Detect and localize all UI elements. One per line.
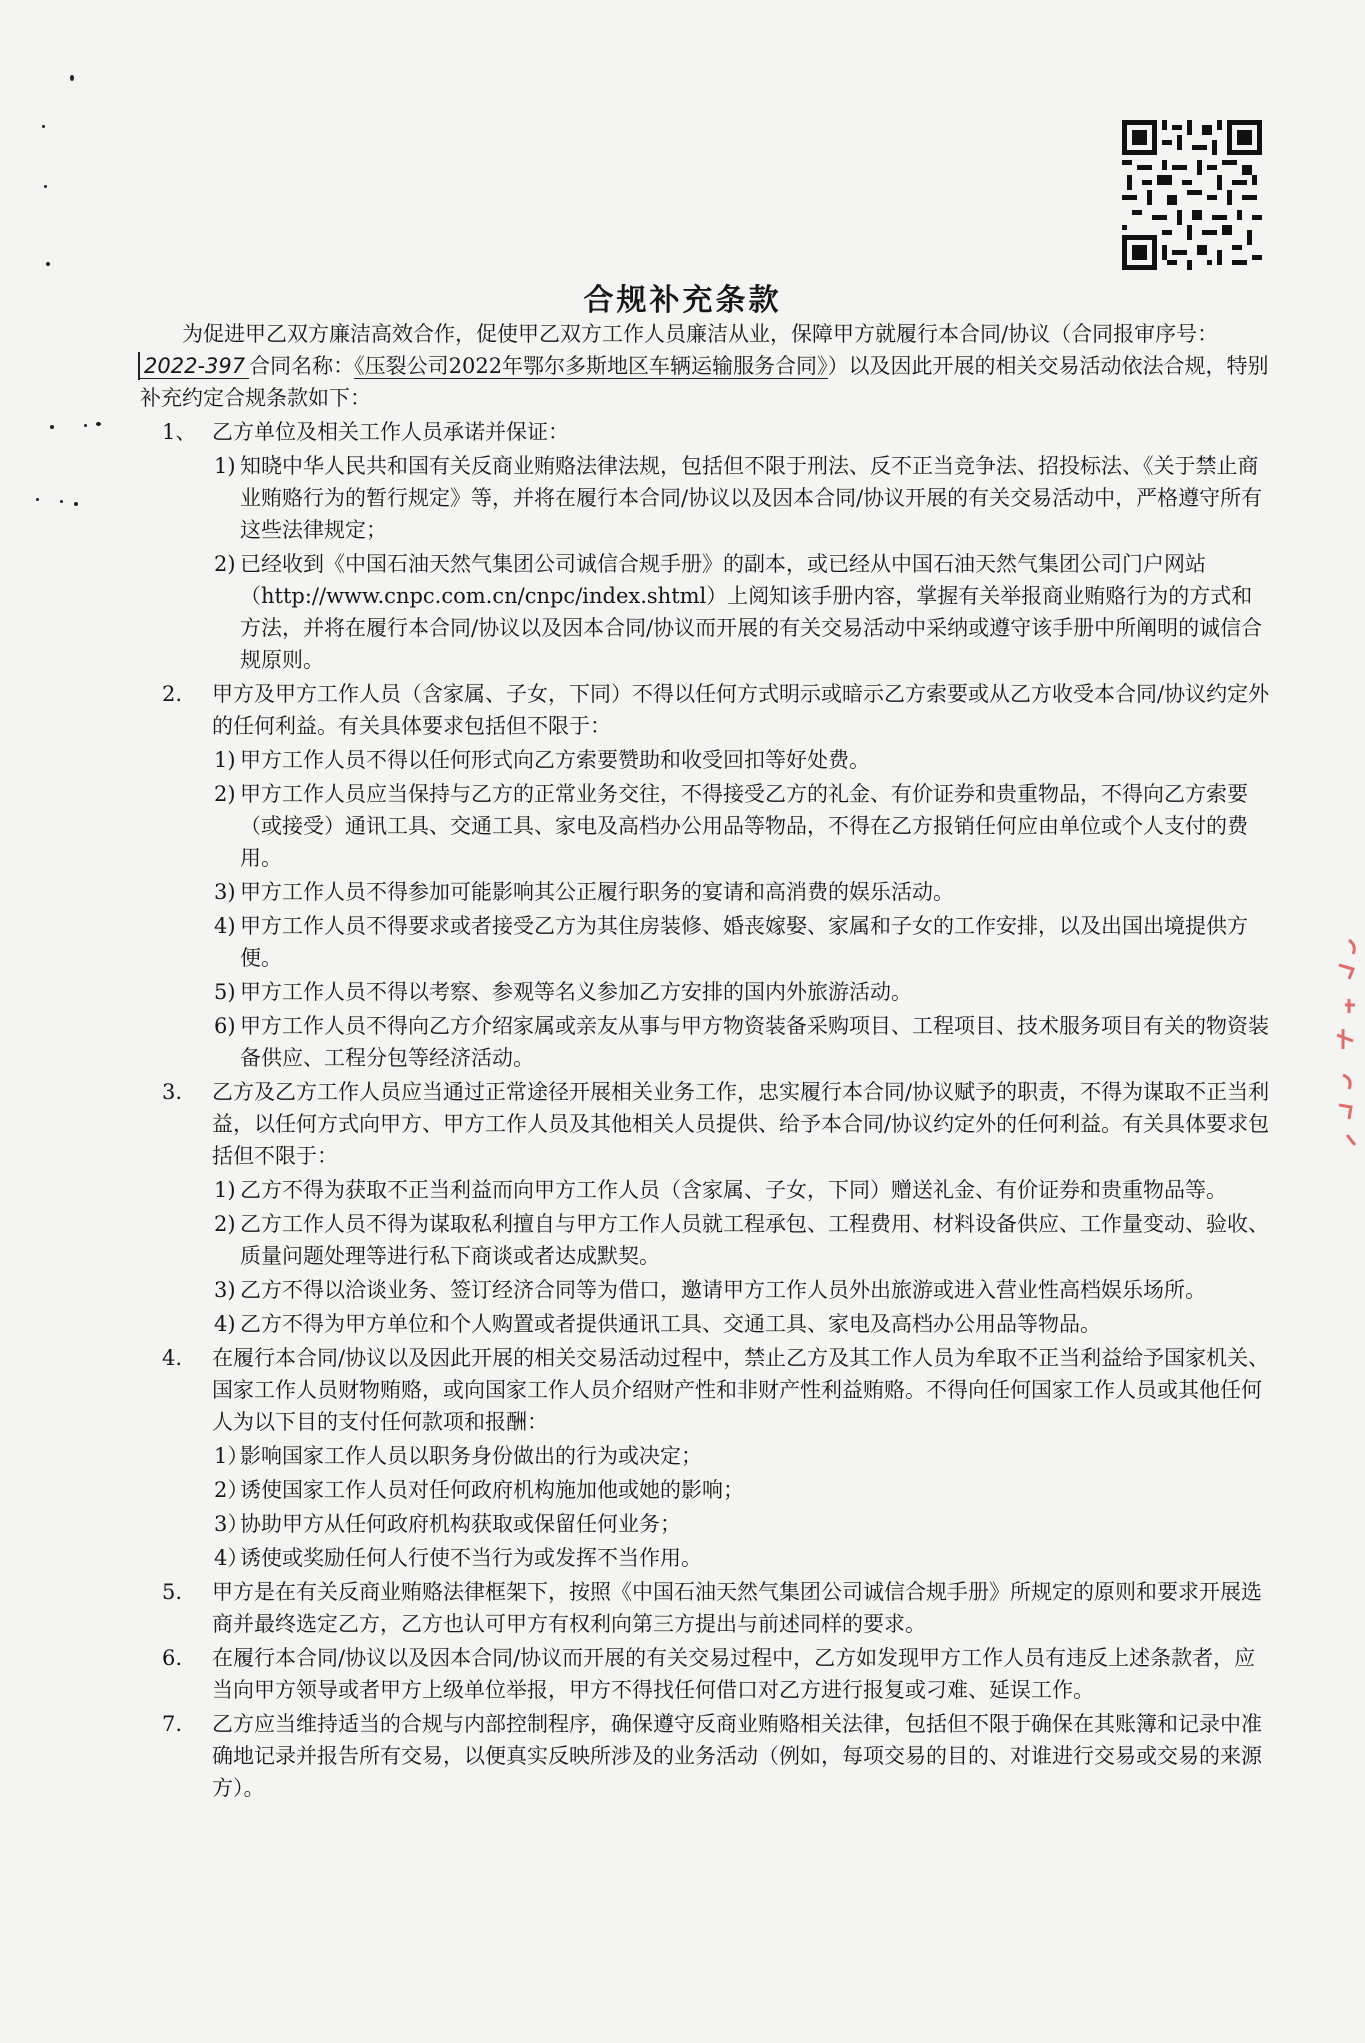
sub-item: [140, 1542, 1270, 1574]
sub-number: 1): [214, 748, 236, 772]
scan-speck: [96, 422, 101, 426]
sub-text: 甲方工作人员不得参加可能影响其公正履行职务的宴请和高消费的娱乐活动。: [240, 880, 954, 904]
clause-text: 在履行本合同/协议以及因此开展的相关交易活动过程中，禁止乙方及其工作人员为牟取不正当利益给予国家机关、国家工作人员财物贿赂，或向国家工作人员介绍财产性和非财产性利益贿赂。不得向任何国家工作人员或其他任何人为以下目的支付任何款项和报酬：: [212, 1346, 1270, 1434]
sub-number: 3): [214, 880, 236, 904]
sub-number: 4): [214, 1312, 236, 1336]
sub-item: [140, 876, 1270, 908]
clause-text: 乙方及乙方工作人员应当通过正常途径开展相关业务工作，忠实履行本合同/协议赋予的职责，不得为谋取不正当利益，以任何方式向甲方、甲方工作人员及其他相关人员提供、给予本合同/协议约定外的任何利益。有关具体要求包括但不限于：: [212, 1080, 1270, 1168]
document-title: 合规补充条款: [583, 283, 782, 318]
intro-paragraph: [140, 318, 1270, 414]
sub-text: 甲方工作人员不得要求或者接受乙方为其住房装修、婚丧嫁娶、家属和子女的工作安排，以及出国出境提供方便。: [240, 914, 1248, 970]
sub-text: 甲方工作人员不得以任何形式向乙方索要赞助和收受回扣等好处费。: [240, 748, 870, 772]
clause-number: 2.: [162, 682, 183, 706]
sub-item: [140, 744, 1270, 776]
sub-item: [140, 450, 1270, 546]
scan-speck: [46, 262, 50, 266]
sub-text: 诱使国家工作人员对任何政府机构施加他或她的影响；: [240, 1478, 744, 1502]
red-seal-fragment: [1319, 935, 1365, 1165]
qr-code: [1122, 120, 1262, 270]
sub-item: [140, 1440, 1270, 1472]
intro-text: 为促进甲乙双方廉洁高效合作，促使甲乙双方工作人员廉洁从业，保障甲方就履行本合同/协议（合同报审序号：: [182, 322, 1219, 346]
sub-text: 甲方工作人员不得向乙方介绍家属或亲友从事与甲方物资装备采购项目、工程项目、技术服务项目有关的物资装备供应、工程分包等经济活动。: [240, 1014, 1269, 1070]
sub-text: 甲方工作人员不得以考察、参观等名义参加乙方安排的国内外旅游活动。: [240, 980, 912, 1004]
document-body: [140, 318, 1270, 1806]
clause-text: 甲方及甲方工作人员（含家属、子女，下同）不得以任何方式明示或暗示乙方索要或从乙方收受本合同/协议约定外的任何利益。有关具体要求包括但不限于：: [212, 682, 1270, 738]
sub-item: [140, 1174, 1270, 1206]
sub-number: 4): [214, 914, 236, 938]
scan-speck: [74, 502, 78, 506]
sub-item: [140, 1308, 1270, 1340]
sub-number: 2): [214, 782, 236, 806]
intro-tail: ）以及因此开展的相关交易活动依法合规，特别补充约定合规条款如下：: [140, 354, 1269, 410]
sub-item: [140, 1208, 1270, 1272]
sub-number: 1): [214, 1178, 236, 1202]
clause-text: 在履行本合同/协议以及因本合同/协议而开展的有关交易过程中，乙方如发现甲方工作人员有违反上述条款者，应当向甲方领导或者甲方上级单位举报，甲方不得找任何借口对乙方进行报复或刁难、延误工作。: [212, 1646, 1256, 1702]
sub-item: [140, 548, 1270, 676]
clause-7: [140, 1708, 1270, 1804]
clause-5: [140, 1576, 1270, 1640]
sub-text: 乙方工作人员不得为谋取私利擅自与甲方工作人员就工程承包、工程费用、材料设备供应、工作量变动、验收、质量问题处理等进行私下商谈或者达成默契。: [240, 1212, 1269, 1268]
scan-speck: [42, 125, 45, 128]
scan-speck: [70, 75, 74, 81]
clause-number: 4.: [162, 1346, 183, 1370]
sub-number: 3）: [214, 1512, 249, 1536]
sub-text: 诱使或奖励任何人行使不当行为或发挥不当作用。: [240, 1546, 702, 1570]
clause-4: [140, 1342, 1270, 1438]
clause-number: 6.: [162, 1646, 183, 1670]
sub-number: 5): [214, 980, 236, 1004]
handwritten-serial: 2022-397: [140, 354, 249, 379]
clause-text: 甲方是在有关反商业贿赂法律框架下，按照《中国石油天然气集团公司诚信合规手册》所规定的原则和要求开展选商并最终选定乙方，乙方也认可甲方有权利向第三方提出与前述同样的要求。: [212, 1580, 1262, 1636]
sub-item: [140, 1010, 1270, 1074]
sub-number: 6): [214, 1014, 236, 1038]
clause-number: 3.: [162, 1080, 183, 1104]
sub-number: 2）: [214, 1478, 249, 1502]
sub-item: [140, 1274, 1270, 1306]
sub-item: [140, 976, 1270, 1008]
clause-3: [140, 1076, 1270, 1172]
clause-number: 7.: [162, 1712, 183, 1736]
sub-item: [140, 778, 1270, 874]
clause-text: 乙方单位及相关工作人员承诺并保证：: [212, 420, 569, 444]
scan-speck: [44, 185, 47, 188]
sub-text: 乙方不得为获取不正当利益而向甲方工作人员（含家属、子女，下同）赠送礼金、有价证券和贵重物品等。: [240, 1178, 1227, 1202]
scan-speck: [36, 498, 39, 501]
clause-6: [140, 1642, 1270, 1706]
clause-number: 5.: [162, 1580, 183, 1604]
scan-speck: [84, 424, 87, 427]
sub-number: 2): [214, 1212, 236, 1236]
sub-text: 甲方工作人员应当保持与乙方的正常业务交往，不得接受乙方的礼金、有价证券和贵重物品，不得向乙方索要（或接受）通讯工具、交通工具、家电及高档办公用品等物品，不得在乙方报销任何应由单位或个人支付的费用。: [240, 782, 1248, 870]
sub-text: 乙方不得以洽谈业务、签订经济合同等为借口，邀请甲方工作人员外出旅游或进入营业性高档娱乐场所。: [240, 1278, 1206, 1302]
sub-text: 知晓中华人民共和国有关反商业贿赂法律法规，包括但不限于刑法、反不正当竞争法、招投标法、《关于禁止商业贿赂行为的暂行规定》等，并将在履行本合同/协议以及因本合同/协议开展的有关交易活动中，严格遵守所有这些法律规定；: [240, 454, 1263, 542]
sub-text: 已经收到《中国石油天然气集团公司诚信合规手册》的副本，或已经从中国石油天然气集团公司门户网站（http://www.cnpc.com.cn/cnpc/index.shtml）上阅知该手册内容，掌握有关举报商业贿赂行为的方式和方法，并将在履行本合同/协议以及因本合同/协议而开展的有关交易活动中采纳或遵守该手册中所阐明的诚信合规原则。: [240, 552, 1263, 672]
sub-number: 4）: [214, 1546, 249, 1570]
sub-number: 1）: [214, 1444, 249, 1468]
clause-text: 乙方应当维持适当的合规与内部控制程序，确保遵守反商业贿赂相关法律，包括但不限于确保在其账簿和记录中准确地记录并报告所有交易，以便真实反映所涉及的业务活动（例如，每项交易的目的、对谁进行交易或交易的来源方）。: [212, 1712, 1262, 1800]
sub-text: 乙方不得为甲方单位和个人购置或者提供通讯工具、交通工具、家电及高档办公用品等物品。: [240, 1312, 1101, 1336]
sub-text: 影响国家工作人员以职务身份做出的行为或决定；: [240, 1444, 702, 1468]
sub-number: 1): [214, 454, 236, 478]
sub-item: [140, 910, 1270, 974]
scan-speck: [60, 500, 63, 503]
clause-1: [140, 416, 1270, 448]
contract-label: 合同名称：: [249, 354, 355, 378]
sub-item: [140, 1474, 1270, 1506]
clause-number: 1、: [162, 420, 197, 444]
contract-name: 《压裂公司2022年鄂尔多斯地区车辆运输服务合同》: [354, 354, 828, 378]
sub-item: [140, 1508, 1270, 1540]
sub-text: 协助甲方从任何政府机构获取或保留任何业务；: [240, 1512, 681, 1536]
sub-number: 3): [214, 1278, 236, 1302]
clause-2: [140, 678, 1270, 742]
sub-number: 2): [214, 552, 236, 576]
scan-speck: [50, 425, 54, 429]
